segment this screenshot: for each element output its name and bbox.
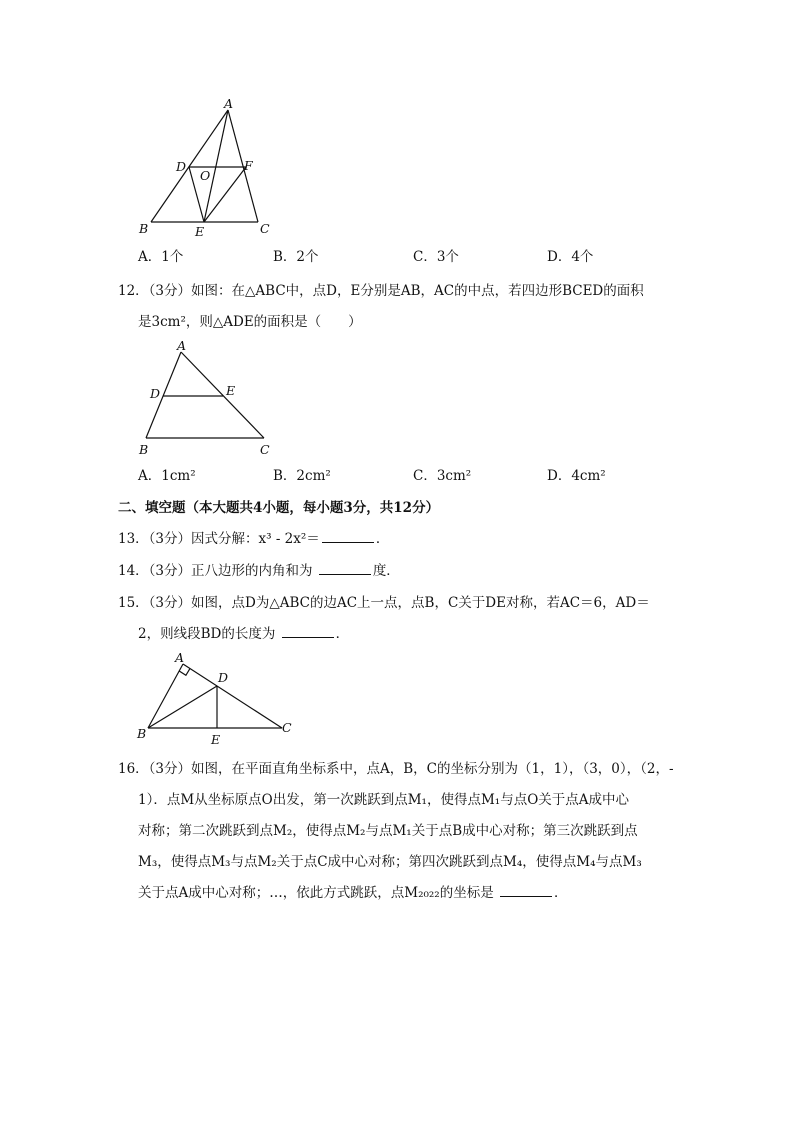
right-angle-mark bbox=[179, 668, 190, 675]
q12-line-2: 是3cm²，则△ADE的面积是（ ） bbox=[138, 314, 362, 330]
segment-ac bbox=[228, 110, 258, 222]
label-d: D bbox=[218, 670, 229, 685]
q16-answer-blank[interactable] bbox=[500, 884, 552, 897]
q14 bbox=[118, 562, 400, 580]
label-c: C bbox=[282, 720, 292, 735]
label-d: D bbox=[176, 159, 187, 174]
q14-end: 度． bbox=[372, 563, 400, 579]
q16-end: ． bbox=[554, 885, 568, 901]
q11-option-d: D．4个 bbox=[547, 249, 594, 265]
q16-line-2: 1）．点M从坐标原点O出发，第一次跳跃到点M₁，使得点M₁与点O关于点A成中心 bbox=[138, 792, 630, 808]
q12-option-b: B．2cm² bbox=[273, 468, 331, 484]
figure-q12 bbox=[134, 336, 284, 460]
label-e: E bbox=[211, 732, 221, 747]
q12-option-c: C．3cm² bbox=[413, 468, 472, 484]
q11-option-b: B．2个 bbox=[273, 249, 319, 265]
figure-q15 bbox=[134, 650, 304, 750]
q12-option-d: D．4cm² bbox=[547, 468, 606, 484]
label-e: E bbox=[226, 383, 236, 398]
segment-ac bbox=[181, 352, 264, 438]
q15-line-2-text: 2，则线段BD的长度为 bbox=[138, 626, 280, 642]
segment-ab bbox=[148, 664, 183, 728]
q13-text: 13．（3分）因式分解：x³ - 2x²＝ bbox=[118, 531, 320, 547]
segment-bd bbox=[148, 686, 217, 728]
label-b: B bbox=[139, 442, 149, 457]
q16-line-5 bbox=[138, 884, 568, 902]
label-a: A bbox=[177, 338, 187, 353]
label-d: D bbox=[150, 386, 161, 401]
q15-end: ． bbox=[335, 626, 350, 642]
q16-line-5-text: 关于点A成中心对称；…，依此方式跳跃，点M₂₀₂₂的坐标是 bbox=[138, 885, 499, 901]
label-a: A bbox=[175, 650, 185, 665]
section-title-fill-in: 二、填空题（本大题共4小题，每小题3分，共12分） bbox=[118, 500, 440, 516]
q11-option-c: C．3个 bbox=[413, 249, 459, 265]
label-b: B bbox=[139, 221, 149, 236]
q16-line-3: 对称；第二次跳跃到点M₂，使得点M₂与点M₁关于点B成中心对称；第三次跳跃到点 bbox=[138, 823, 638, 839]
q15-line-2 bbox=[138, 625, 349, 643]
label-e: E bbox=[195, 224, 205, 239]
q11-option-a: A．1个 bbox=[138, 249, 184, 265]
segment-ac bbox=[183, 664, 282, 728]
q15-answer-blank[interactable] bbox=[282, 625, 334, 638]
q15-line-1: 15．（3分）如图，点D为△ABC的边AC上一点，点B，C关于DE对称，若AC＝6，AD＝ bbox=[118, 595, 650, 611]
label-b: B bbox=[137, 726, 147, 741]
q13-end: ． bbox=[375, 531, 390, 547]
q16-line-1: 16．（3分）如图，在平面直角坐标系中，点A，B，C的坐标分别为（1，1），（3，0），（2，- bbox=[118, 761, 674, 777]
label-o: O bbox=[200, 168, 211, 183]
label-a: A bbox=[224, 96, 234, 111]
q14-answer-blank[interactable] bbox=[319, 562, 371, 575]
label-c: C bbox=[260, 221, 270, 236]
q12-line-1: 12．（3分）如图：在△ABC中，点D，E分别是AB，AC的中点，若四边形BCED的面积 bbox=[118, 283, 644, 299]
q14-text: 14．（3分）正八边形的内角和为 bbox=[118, 563, 317, 579]
q13 bbox=[118, 530, 389, 548]
q13-answer-blank[interactable] bbox=[322, 530, 374, 543]
q16-line-4: M₃，使得点M₃与点M₂关于点C成中心对称；第四次跳跃到点M₄，使得点M₄与点M₃ bbox=[138, 854, 642, 870]
figure-q11 bbox=[136, 96, 286, 240]
label-c: C bbox=[260, 442, 270, 457]
label-f: F bbox=[244, 158, 253, 173]
q12-option-a: A．1cm² bbox=[138, 468, 196, 484]
